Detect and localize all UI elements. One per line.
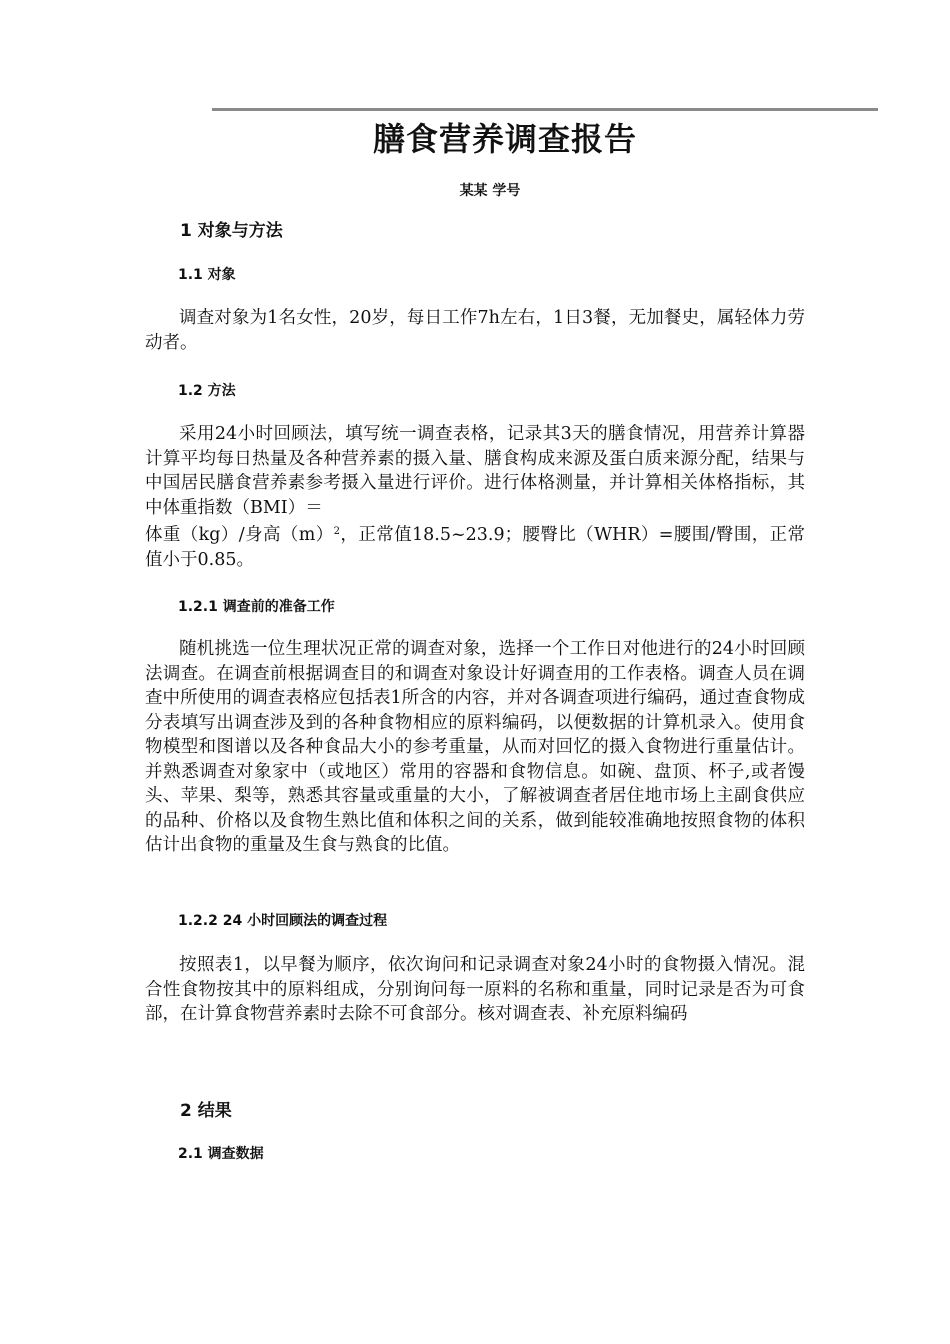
- section-1-2-2-heading: 1.2.2 24 小时回顾法的调查过程: [178, 913, 388, 929]
- method-text-b: ，正常值18.5~23.9；腰臀比（WHR）=腰围/臀围，正常值小于0.85。: [145, 525, 806, 570]
- bmi-formula-exponent: 2: [333, 526, 341, 537]
- document-title: 膳食营养调查报告: [372, 120, 637, 158]
- bmi-formula: [145, 520, 805, 572]
- section-1-2-1-paragraph: 随机挑选一位生理状况正常的调查对象，选择一个工作日对他进行的24小时回顾法调查。在调查前根据调查目的和调查对象设计好调查用的工作表格。调查人员在调查中所使用的调查表格应包括表1所含的内容，并对各调查项进行编码，通过查食物成分表填写出调查涉及到的各种食物相应的原料编码，以便数据的计算机录入。使用食物模型和图谱以及各种食品大小的参考重量，从而对回忆的摄入食物进行重量估计。并熟悉调查对象家中（或地区）常用的容器和食物信息。如碗、盘顶、杯子,或者馒头、苹果、梨等，熟悉其容量或重量的大小，了解被调查者居住地市场上主副食供应的品种、价格以及食物生熟比值和体积之间的关系，做到能较准确地按照食物的体积估计出食物的重量及生食与熟食的比值。: [145, 639, 805, 855]
- section-1-2-1-heading: 1.2.1 调查前的准备工作: [178, 599, 335, 615]
- section-1-2-paragraph: [145, 422, 805, 572]
- bmi-formula-text: 体重（kg）/身高（m）: [145, 525, 334, 545]
- section-1-1-paragraph: 调查对象为1名女性，20岁，每日工作7h左右，1日3餐，无加餐史，属轻体力劳动者。: [145, 308, 805, 353]
- section-1-heading: 1 对象与方法: [180, 221, 283, 241]
- section-1-1-heading: 1.1 对象: [178, 267, 236, 283]
- section-1-2-heading: 1.2 方法: [178, 383, 236, 399]
- top-rule: [212, 108, 878, 111]
- section-2-1-heading: 2.1 调查数据: [178, 1146, 264, 1162]
- author-line: 某某 学号: [459, 183, 521, 199]
- method-text-a: 采用24小时回顾法，填写统一调查表格，记录其3天的膳食情况，用营养计算器计算平均每日热量及各种营养素的摄入量、膳食构成来源及蛋白质来源分配，结果与中国居民膳食营养素参考摄入量进行评价。进行体格测量，并计算相关体格指标，其中体重指数（BMI）＝: [145, 424, 805, 518]
- section-2-heading: 2 结果: [180, 1101, 232, 1121]
- section-1-2-2-paragraph: 按照表1，以早餐为顺序，依次询问和记录调查对象24小时的食物摄入情况。混合性食物按其中的原料组成，分别询问每一原料的名称和重量，同时记录是否为可食部，在计算食物营养素时去除不可食部分。核对调查表、补充原料编码: [145, 955, 805, 1024]
